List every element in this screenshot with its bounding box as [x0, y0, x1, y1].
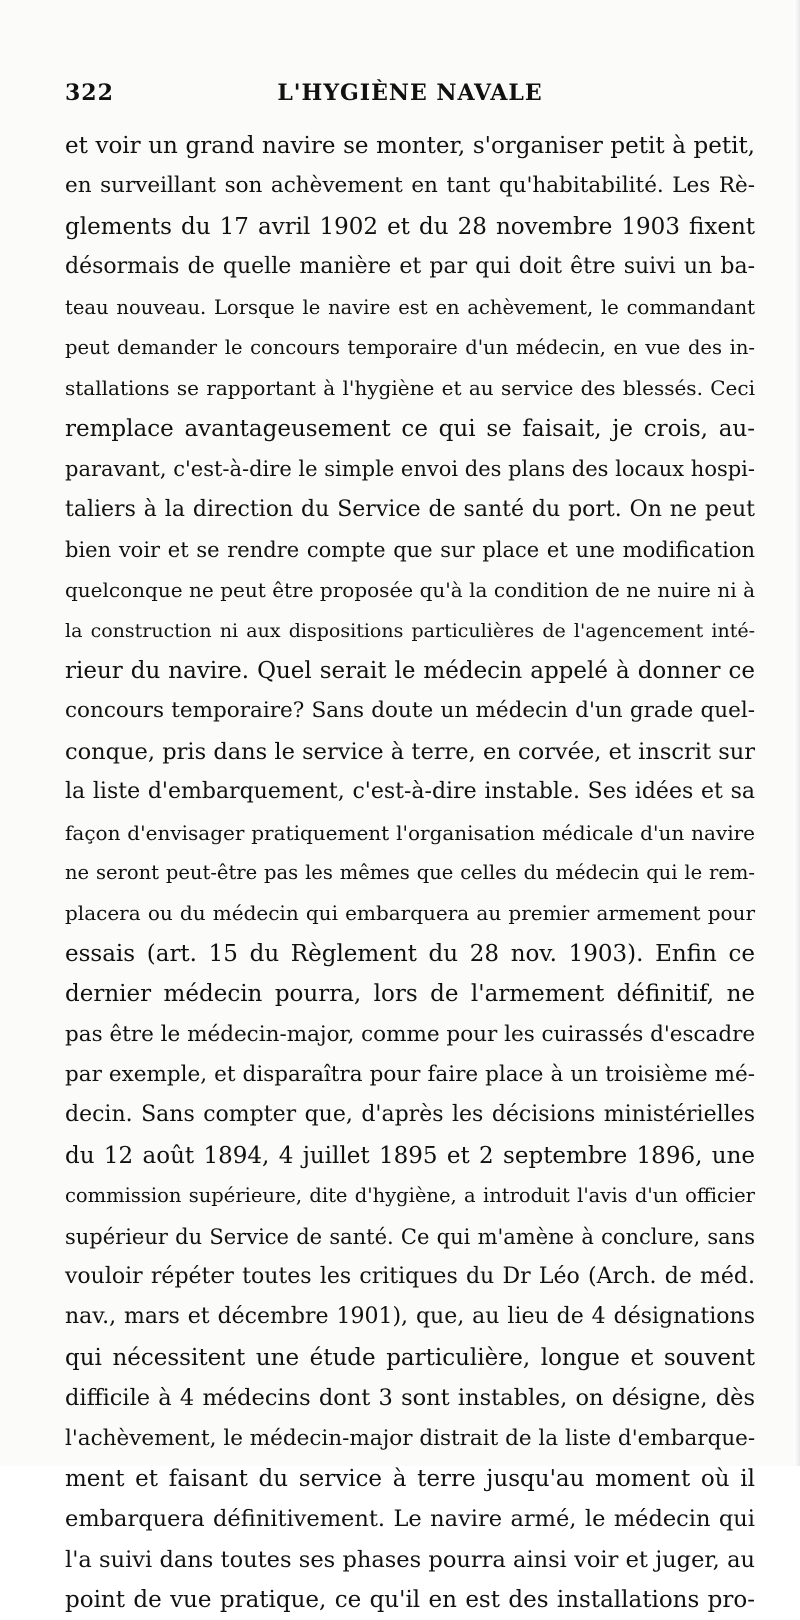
text-line: ment et faisant du service à terre jusqu'au moment où il: [65, 1465, 755, 1492]
text-line: nav., mars et décembre 1901), que, au lieu de 4 désignations: [65, 1304, 755, 1330]
text-line: l'achèvement, le médecin-major distrait de la liste d'embarque-: [65, 1425, 756, 1451]
text-line: difficile à 4 médecins dont 3 sont instables, on désigne, dès: [65, 1385, 755, 1412]
page-header: [65, 80, 755, 116]
text-line: concours temporaire? Sans doute un médecin d'un grade quel-: [65, 698, 755, 724]
text-line: désormais de quelle manière et par qui doit être suivi un ba-: [65, 254, 755, 280]
text-line: pas être le médecin-major, comme pour les cuirassés d'escadre: [65, 1021, 756, 1047]
text-line: embarquera définitivement. Le navire armé, le médecin qui: [65, 1506, 755, 1533]
text-line: façon d'envisager pratiquement l'organisation médicale d'un navire: [65, 820, 755, 845]
text-line: en surveillant son achèvement en tant qu'habitabilité. Les Rè-: [65, 173, 755, 199]
text-line: taliers à la direction du Service de santé du port. On ne peut: [65, 496, 755, 522]
text-line: decin. Sans compter que, d'après les décisions ministérielles: [65, 1102, 755, 1128]
text-line: conque, pris dans le service à terre, en corvée, et inscrit sur: [65, 738, 755, 765]
text-line: la construction ni aux dispositions particulières de l'agencement inté-: [65, 619, 755, 642]
text-line: bien voir et se rendre compte que sur place et une modification: [65, 537, 755, 562]
text-line: peut demander le concours temporaire d'un médecin, en vue des in-: [65, 335, 755, 359]
text-line: rieur du navire. Quel serait le médecin appelé à donner ce: [65, 658, 755, 685]
text-line: la liste d'embarquement, c'est-à-dire instable. Ses idées et sa: [65, 779, 755, 805]
text-line: remplace avantageusement ce qui se faisait, je crois, au-: [65, 415, 755, 442]
text-line: dernier médecin pourra, lors de l'armement définitif, ne: [65, 981, 755, 1008]
text-line: par exemple, et disparaîtra pour faire place à un troisième mé-: [65, 1061, 755, 1087]
page-edge-shadow: [794, 0, 800, 1466]
text-line: teau nouveau. Lorsque le navire est en achèvement, le commandant: [65, 295, 755, 319]
text-line: paravant, c'est-à-dire le simple envoi des plans des locaux hospi-: [65, 457, 755, 482]
text-line: supérieur du Service de santé. Ce qui m'amène à conclure, sans: [65, 1224, 755, 1249]
text-line: ne seront peut-être pas les mêmes que celles du médecin qui le rem-: [65, 861, 755, 885]
text-line: et voir un grand navire se monter, s'organiser petit à petit,: [65, 133, 755, 159]
text-line: placera ou du médecin qui embarquera au premier armement pour: [65, 901, 755, 926]
text-line: l'a suivi dans toutes ses phases pourra ainsi voir et juger, au: [65, 1546, 755, 1573]
text-line: qui nécessitent une étude particulière, longue et souvent: [65, 1344, 755, 1371]
text-line: stallations se rapportant à l'hygiène et au service des blessés. Ceci: [65, 376, 755, 401]
body-text: [65, 126, 755, 1620]
text-line: commission supérieure, dite d'hygiène, a introduit l'avis d'un officier: [65, 1184, 755, 1208]
text-line: glements du 17 avril 1902 et du 28 novembre 1903 fixent: [65, 213, 755, 240]
running-head: L'HYGIÈNE NAVALE: [277, 80, 543, 106]
text-line: essais (art. 15 du Règlement du 28 nov. 1903). Enfin ce: [65, 940, 755, 967]
text-line: vouloir répéter toutes les critiques du Dr Léo (Arch. de méd.: [65, 1263, 755, 1289]
text-line: du 12 août 1894, 4 juillet 1895 et 2 septembre 1896, une: [65, 1142, 755, 1169]
page-number: 322: [65, 80, 114, 106]
text-line: quelconque ne peut être proposée qu'à la condition de ne nuire ni à: [65, 578, 755, 603]
text-line: point de vue pratique, ce qu'il en est des installations pro-: [65, 1587, 755, 1614]
